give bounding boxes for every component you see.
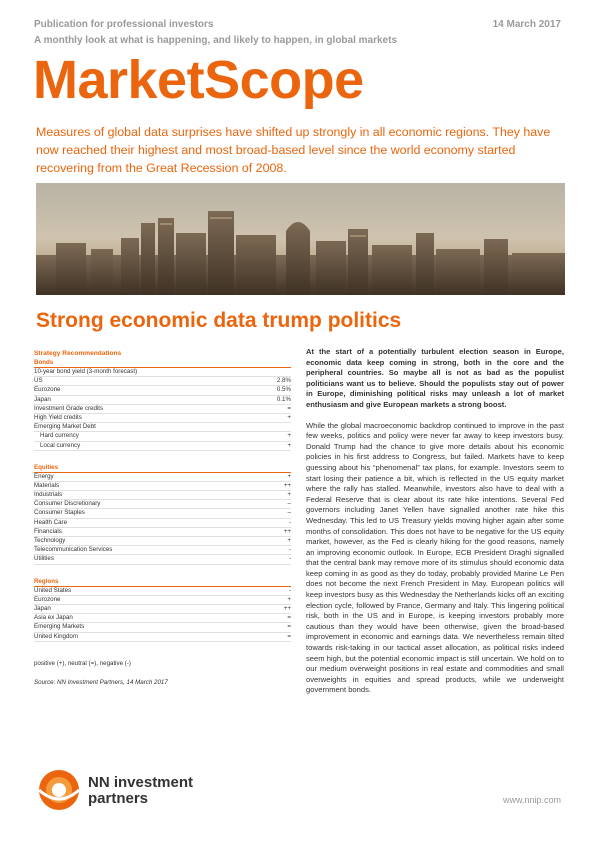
row-value: ++ <box>283 527 291 535</box>
row-value: 0.5% <box>276 386 291 394</box>
city-skyline-image <box>36 183 565 295</box>
row-value: = <box>287 404 291 412</box>
row-value: + <box>287 413 291 421</box>
brand-name <box>88 775 193 807</box>
article-body <box>306 347 564 696</box>
row-label: Financials <box>34 527 62 535</box>
table-row <box>34 519 291 528</box>
table-row <box>34 587 291 596</box>
table-row <box>34 500 291 509</box>
table-row <box>34 473 291 482</box>
bonds-table <box>34 368 291 451</box>
row-label: Japan <box>34 395 51 403</box>
table-row <box>34 623 291 632</box>
row-label: US <box>34 377 43 385</box>
row-label: Telecommunication Services <box>34 546 113 554</box>
row-label: Technology <box>34 537 66 544</box>
article-headline: Strong economic data trump politics <box>36 309 402 332</box>
table-row <box>34 633 291 642</box>
table-row <box>34 491 291 500</box>
row-label: Local currency <box>40 441 81 449</box>
strategy-title: Strategy Recommendations <box>34 350 122 357</box>
row-label: United Kingdom <box>34 632 79 640</box>
row-label: Industrials <box>34 491 63 499</box>
table-row <box>34 614 291 623</box>
table-row <box>34 442 291 451</box>
table-row <box>34 605 291 614</box>
row-label: Investment Grade credits <box>34 404 104 412</box>
source-note: Source: NN Investment Partners, 14 March 2017 <box>34 678 168 686</box>
row-label: High Yield credits <box>34 413 82 421</box>
page-title: MarketScope <box>33 50 364 110</box>
row-label: Eurozone <box>34 386 61 394</box>
row-value: = <box>287 614 291 622</box>
row-label: Health Care <box>34 518 68 526</box>
table-row <box>34 377 291 386</box>
table-row <box>34 386 291 395</box>
row-label: Hard currency <box>40 432 79 440</box>
row-label: Utilities <box>34 555 54 563</box>
row-value: ++ <box>283 481 291 489</box>
row-label: 10-year bond yield (3-month forecast) <box>34 368 138 375</box>
table-row <box>34 414 291 423</box>
row-value: = <box>287 623 291 631</box>
publication-subtitle: A monthly look at what is happening, and likely to happen, in global markets <box>34 35 398 46</box>
row-label: Japan <box>34 604 51 612</box>
table-row <box>34 546 291 555</box>
brand-line-1: NN investment <box>88 774 194 791</box>
row-value: + <box>287 472 291 480</box>
bonds-heading: Bonds <box>34 359 291 368</box>
row-label: Consumer Discretionary <box>34 500 101 508</box>
regions-table <box>34 587 291 642</box>
table-row <box>34 482 291 491</box>
row-label: Emerging Market Debt <box>34 423 96 431</box>
rating-legend: positive (+), neutral (=), negative (-) <box>34 659 131 667</box>
equities-heading: Equities <box>34 464 291 473</box>
body-paragraph: While the global macroeconomic backdrop continued to improve in the past few weeks, politics and policy were never far away to keep investors busy. Donald Trump had the chance to give more details about his economic policies in his first address to Congress, but failed. Markets have to keep guessing about his “phenomenal” tax plans, for example. Investors seem to start losing their patience a bit, which is reflected in the US equity market where the rally has stalled. Meanwhile, investors also have to deal with a Federal Reserve that is clear about its rate hike intentions. Several Fed governors including Janet Yellen have signalled another rate hike this Wednesday. This led to US Treasury yields moving higher again after some months of consolidation. This does not have to be negative for the US equity market, however, as the Fed is clearly hiking for the good reasons, namely an improving economic outlook. In Europe, ECB President Draghi signalled that the central bank may remove more of its stimulus should economic data keep coming in as good as they do today, probably provided Marine Le Pen does not become the next French President in May. European politics will keep investors busy as this Wednesday the Netherlands kicks off an exciting election cycle, followed by France, Germany and Italy. This lingering political risk, both in the US and in Europe, is keeping investors probably more cautious than they would have been otherwise, given the broad-based improvement in economic and earnings data. We nevertheless remain tilted towards risk-taking in our tactical asset allocation, as political risks indeed seem high, but the potential economic impact is still uncertain. We hold on to our medium overweight positions in real estate and commodities and small overweights in equities and spread products, while we underweight government bonds. <box>306 420 564 695</box>
row-value: 0.1% <box>276 395 291 403</box>
row-label: United States <box>34 586 72 594</box>
row-value: = <box>287 632 291 640</box>
table-row <box>34 396 291 405</box>
table-row <box>34 555 291 564</box>
lead-paragraph: At the start of a potentially turbulent election season in Europe, economic data keep coming in strong, both in the core and the peripheral countries. So maybe all is not as bad as the populist politicians want us to believe. Should the populists stay out of power in Europe, diminishing political risks may unleash a lot of market enthusiasm and give European markets a strong boost. <box>306 347 564 409</box>
row-value: - <box>288 546 291 554</box>
row-value: + <box>287 595 291 603</box>
row-label: Materials <box>34 481 60 489</box>
table-row <box>34 405 291 414</box>
strategy-recommendations <box>34 349 291 686</box>
row-value: – <box>287 509 291 517</box>
row-label: Asia ex Japan <box>34 614 73 622</box>
equities-table <box>34 473 291 565</box>
row-value: + <box>287 432 291 440</box>
row-value: - <box>288 518 291 526</box>
brand-line-2: partners <box>88 790 149 807</box>
regions-heading: Regions <box>34 578 291 587</box>
table-row <box>34 368 291 377</box>
row-value: ++ <box>283 604 291 612</box>
row-label: Eurozone <box>34 595 61 603</box>
row-value: 2.8% <box>276 377 291 385</box>
publication-label: Publication for professional investors <box>34 19 214 30</box>
row-value: - <box>288 586 291 594</box>
website-link[interactable]: www.nnip.com <box>502 795 561 805</box>
table-row <box>34 423 291 432</box>
row-label: Consumer Staples <box>34 509 85 517</box>
table-row <box>34 509 291 518</box>
publication-date: 14 March 2017 <box>492 19 561 30</box>
table-row <box>34 528 291 537</box>
row-value: - <box>288 555 291 563</box>
intro-text: Measures of global data surprises have shifted up strongly in all economic regions. They have now reached their highest and most broad-based level since the world economy started recovering from the Great Recession of 2008. <box>36 125 551 175</box>
row-value: + <box>287 537 291 544</box>
row-label: Energy <box>34 472 54 480</box>
table-row <box>34 537 291 546</box>
row-value: – <box>287 500 291 508</box>
table-row <box>34 596 291 605</box>
row-value: + <box>287 441 291 449</box>
row-value: + <box>287 491 291 499</box>
table-row <box>34 432 291 441</box>
row-label: Emerging Markets <box>34 623 85 631</box>
